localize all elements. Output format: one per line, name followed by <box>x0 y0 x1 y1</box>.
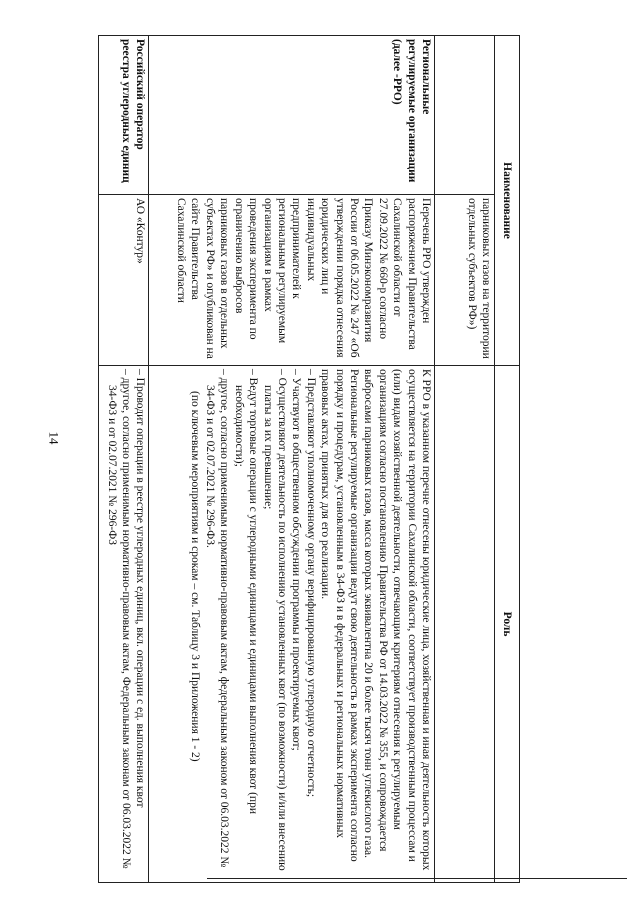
rotated-page-content <box>98 35 520 882</box>
header-name: Наименование <box>495 36 520 366</box>
entity-operator: Российский оператор реестра углеродных единиц <box>99 36 149 195</box>
continuation-entity-cell <box>435 36 495 195</box>
entity-rro: Региональные регулируемые организации (далее -РРО) <box>149 36 435 195</box>
table-row-continuation <box>435 36 495 883</box>
continuation-name-cell: парниковых газов на территории отдельных субъектов РФ») <box>435 195 495 366</box>
roles-table <box>98 35 520 883</box>
role-rro-intro2: Региональные регулируемые организации ведут свою деятельность в рамках эксперимента согласно порядку и процедурам, установленным в 34-ФЗ и в федеральных и региональных нормативных правовых актах, принятых для его реализации. <box>319 369 360 862</box>
role-rro-bullet: – Участвуют в общественном обсуждении программы и проектируемых квот; <box>290 369 303 751</box>
table-row-rro <box>149 36 435 883</box>
page-number: 14 <box>46 431 62 445</box>
bottom-divider <box>207 878 627 879</box>
header-role: Роль <box>495 366 520 883</box>
role-rro-bullet: – Осуществляют деятельность по исполнению установленных квот (по возможности) и/или внесению платы за их превышение; <box>261 369 288 871</box>
role-rro-bullet: – Представляют уполномоченному органу верифицированную углеродную отчетность; <box>304 369 317 798</box>
role-rro-intro: К РРО в указанном перечне отнесены юридические лица, хозяйственная и иная деятельность которых осуществляется на территории Сахалинской области, соответствует производственным процессам и (или) видам хозяйственной деятельности, отвечающим критериям отнесения к регулируемым организациям согласно постановлению Правительства РФ от 14.03.2022 № 355, и сопровождается выбросами парниковых газов, масса которых эквивалентна 20 и более тысяч тонн углекислого газа. <box>362 369 432 871</box>
role-rro-bullet: – Ведут торговые операции с углеродными единицами и единицами выполнения квот (при необходимости); <box>232 369 260 814</box>
role-rro-note: (по ключевым мероприятиям и срокам – см. Таблицу 3 и Приложения 1 - 2) <box>189 391 202 762</box>
name-rro: Перечень РРО утвержден распоряжением Правительства Сахалинской области от 27.09.2022 № 660-р согласно Приказу Минэкономразвития России от 06.05.2022 № 247 «Об утверждении порядка отнесения юридических лиц и индивидуальных предпринимателей к региональным регулируемым организациям в рамках проведения эксперимента по ограничению выбросов парниковых газов в отдельных субъектах РФ» и опубликован на сайте Правительства Сахалинской области <box>149 195 435 366</box>
table-row-operator <box>99 36 149 883</box>
name-operator: АО «Контур» <box>99 195 149 366</box>
role-operator <box>99 366 149 883</box>
table-header-row <box>495 36 520 883</box>
role-operator-bullet: – Проводит операции в реестре углеродных единиц, вкл. операции с ед. выполнения квот <box>134 369 147 808</box>
continuation-role-cell <box>435 366 495 883</box>
role-rro-bullet: – другое, согласно применимым нормативно-правовым актам, федеральным законом от 06.03.2022 № 34-ФЗ и от 02.07.2021 № 296-ФЗ. <box>203 369 231 868</box>
role-rro <box>149 366 435 883</box>
role-operator-bullet: – другое, согласно применимым нормативно-правовым актам, Федеральным законам от 06.03.2022 № 34-ФЗ и от 02.07.2021 № 296-ФЗ <box>105 369 132 869</box>
